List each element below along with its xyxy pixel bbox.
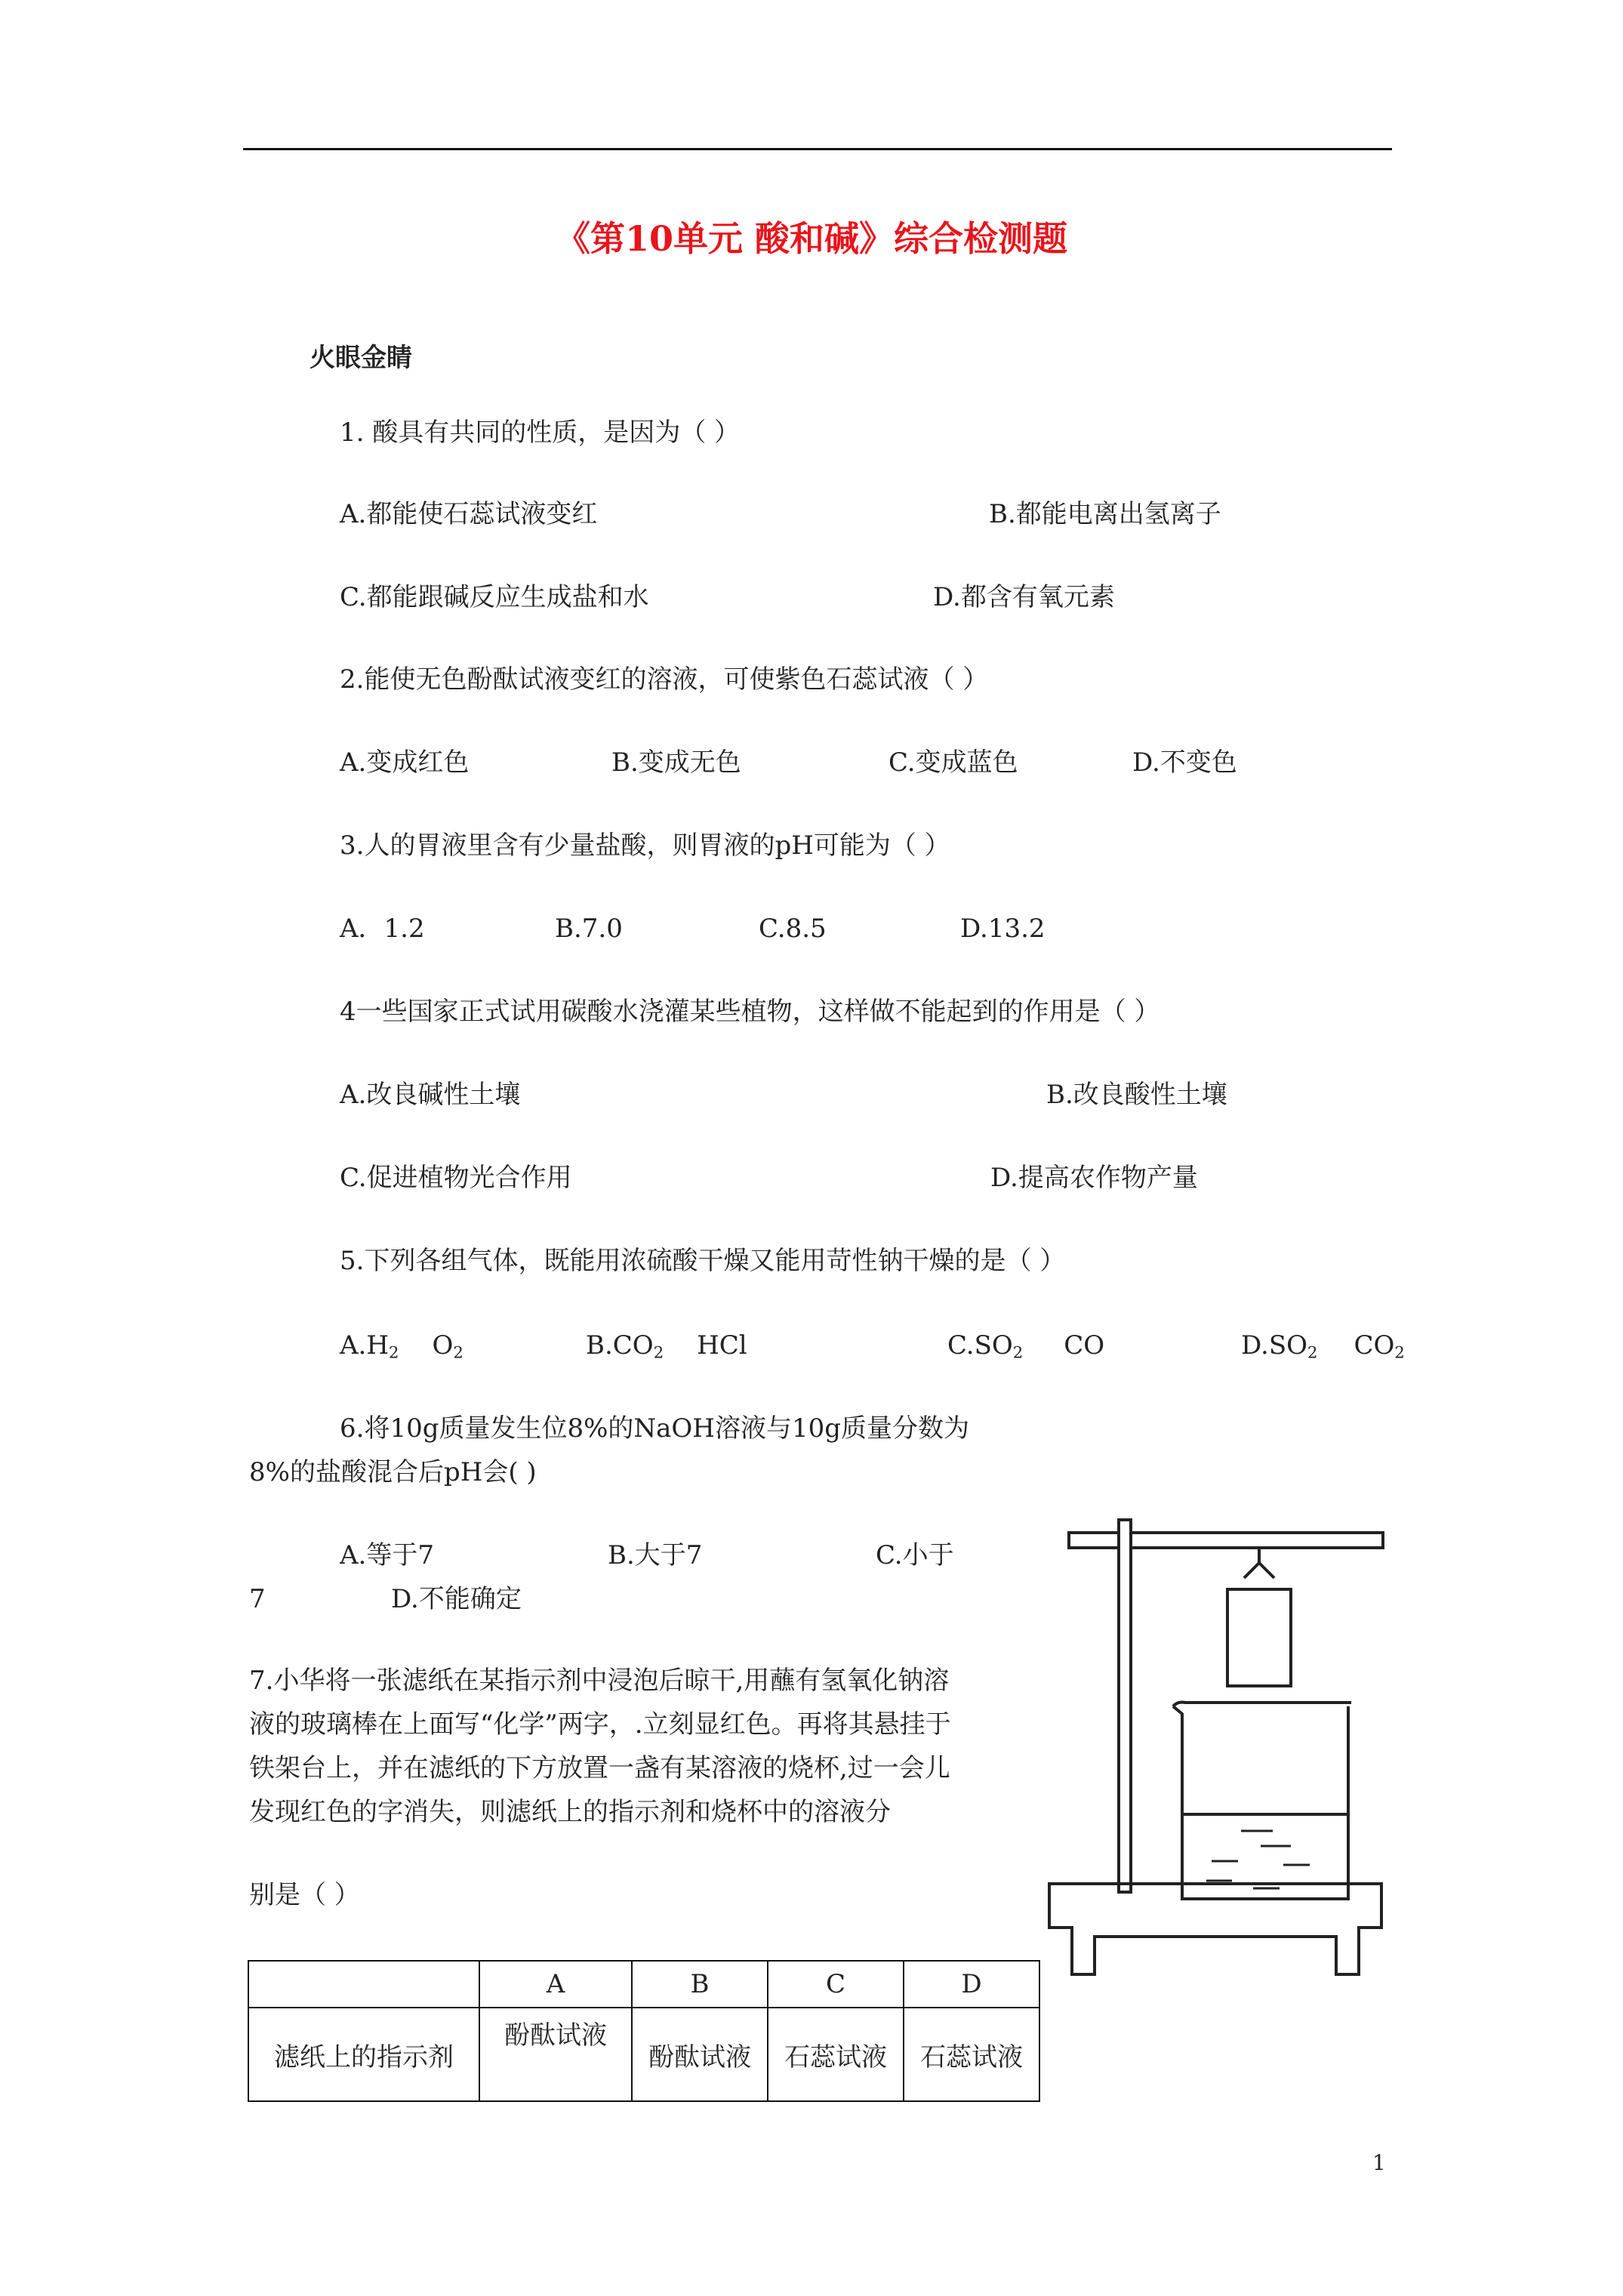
question-4-option-d: D.提高农作物产量 [990,1163,1198,1193]
question-6-option-a: A.等于7 [340,1540,434,1570]
question-2-option-d: D.不变色 [1132,747,1237,778]
question-6-option-c: C.小于 [876,1540,954,1570]
section-heading: 火眼金睛 [310,343,412,373]
question-3-option-b: B.7.0 [555,914,623,944]
question-4-option-a: A.改良碱性土壤 [340,1080,521,1110]
beaker [1173,1706,1348,1899]
table-cell: 酚酞试液 [632,2008,768,2101]
hook [1244,1563,1259,1578]
question-1-option-b: B.都能电离出氢离子 [989,499,1221,529]
question-2-stem: 2.能使无色酚酞试液变红的溶液，可使紫色石蕊试液（ ） [340,664,989,695]
question-3-option-d: D.13.2 [960,914,1046,944]
question-1-option-a: A.都能使石蕊试液变红 [340,499,598,529]
question-2-option-a: A.变成红色 [340,747,470,778]
table-header-cell: D [904,1961,1039,2008]
hook [1259,1563,1274,1578]
question-5-stem: 5.下列各组气体，既能用浓硫酸干燥又能用苛性钠干燥的是（ ） [340,1246,1066,1276]
question-5-option-a: $A.H_2$ $O_2$ [340,1330,463,1362]
page-title: 《第10单元 酸和碱》综合检测题 [555,218,1068,259]
table-header-row [248,1961,1039,2008]
beaker-rim [1173,1703,1351,1706]
stand-arm [1069,1533,1383,1548]
table-cell: 石蕊试液 [768,2008,904,2101]
question-7-line-4: 发现红色的字消失，则滤纸上的指示剂和烧杯中的溶液分 [249,1797,891,1827]
question-4-option-b: B.改良酸性土壤 [1046,1080,1227,1110]
table-header-cell: C [768,1961,904,2008]
table-header-cell [248,1961,479,2008]
question-2-option-c: C.变成蓝色 [888,747,1018,778]
question-1-stem: 1. 酸具有共同的性质，是因为（ ） [340,418,741,448]
question-3-option-a: A．1.2 [340,914,425,944]
header-rule [243,148,1392,150]
question-6-option-c-continued: 7 [249,1584,266,1614]
table-header-cell: A [479,1961,632,2008]
question-7-line-1: 7.小华将一张滤纸在某指示剂中浸泡后晾干,用蘸有氢氧化钠溶 [249,1666,950,1696]
question-3-option-c: C.8.5 [759,914,827,944]
stand-rod [1119,1520,1131,1892]
question-7-line-3: 铁架台上，并在滤纸的下方放置一盏有某溶液的烧杯,过一会儿 [249,1753,950,1783]
question-7-line-2: 液的玻璃棒在上面写“化学”两字，.立刻显红色。再将其悬挂于 [249,1709,951,1740]
question-5-option-c: $C.SO_2$ CO [947,1330,1105,1362]
table-row [248,2008,1039,2101]
question-2-option-b: B.变成无色 [611,747,741,778]
question-4-option-c: C.促进植物光合作用 [340,1163,572,1193]
filter-paper [1227,1589,1291,1686]
iron-stand-beaker-figure [1034,1453,1397,1982]
question-6-line-2: 8%的盐酸混合后pH会( ) [249,1457,537,1487]
question-6-line-1: 6.将10g质量发生位8%的NaOH溶液与10g质量分数为 [340,1413,969,1444]
table-cell: 滤纸上的指示剂 [248,2008,479,2101]
question-6-option-b: B.大于7 [608,1540,703,1570]
table-header-cell: B [632,1961,768,2008]
table-cell: 石蕊试液 [904,2008,1039,2101]
question-5-option-d: $D.SO_2$ $CO_2$ [1241,1330,1405,1362]
question-1-option-c: C.都能跟碱反应生成盐和水 [340,582,649,612]
page-number: 1 [1372,2150,1386,2175]
question-5-option-b: $B.CO_2$ HCl [586,1330,747,1362]
question-3-stem: 3.人的胃液里含有少量盐酸，则胃液的pH可能为（ ） [340,831,950,861]
table-cell: 酚酞试液 [479,2008,632,2101]
liquid-lines [1206,1831,1310,1888]
question-1-option-d: D.都含有氧元素 [933,582,1115,612]
question-4-stem: 4一些国家正式试用碳酸水浇灌某些植物，这样做不能起到的作用是（ ） [340,997,1160,1027]
question-7-line-5: 别是（ ） [249,1880,360,1910]
answer-table [248,1960,1040,2102]
question-6-option-d: D.不能确定 [391,1584,522,1614]
